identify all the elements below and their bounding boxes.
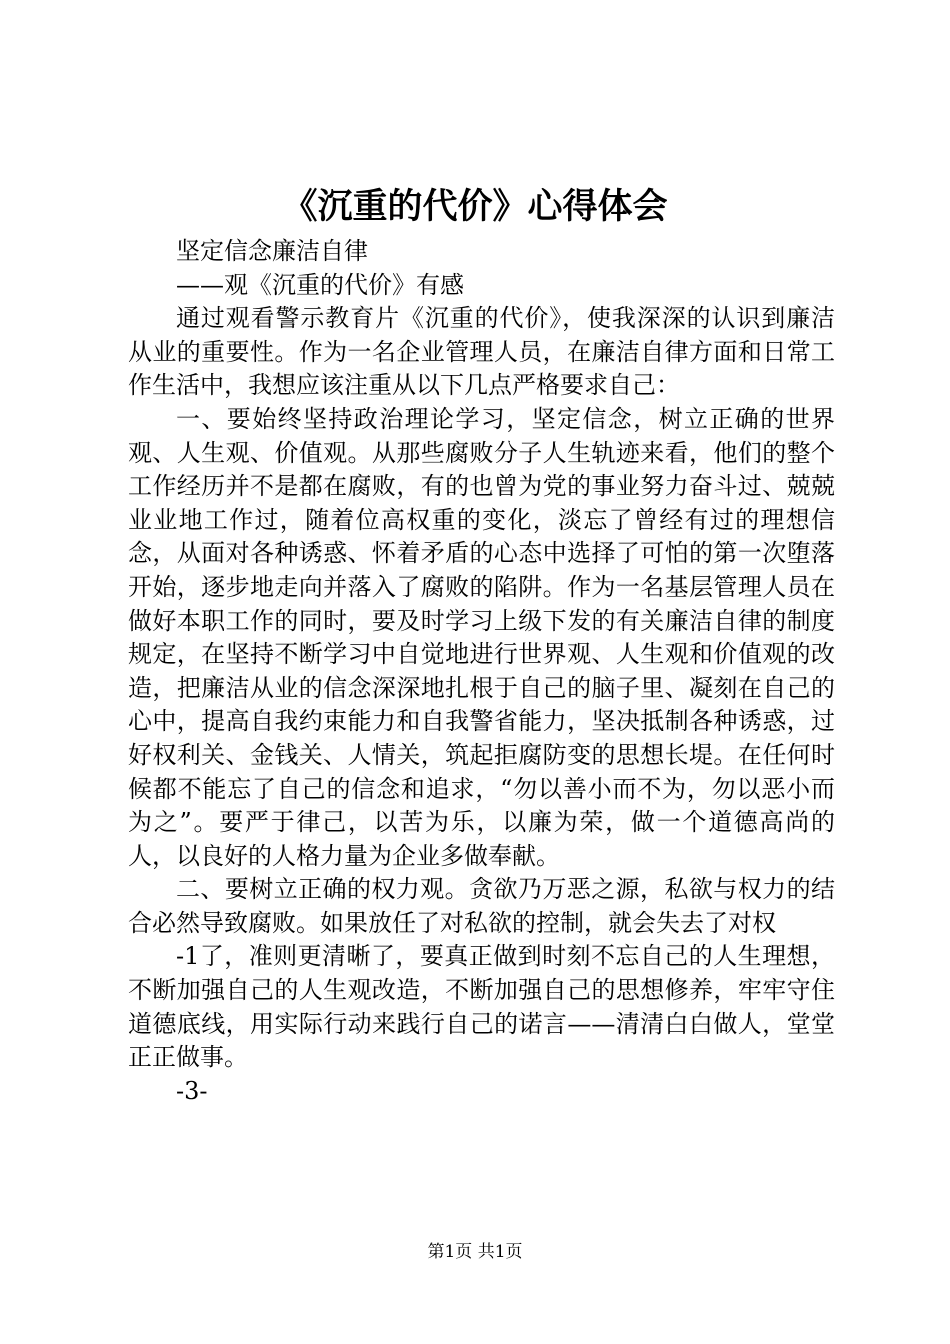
page-title: 《沉重的代价》心得体会 (282, 186, 668, 227)
subtitle-byline: ——观《沉重的代价》有感 (176, 270, 464, 299)
document-body (128, 235, 835, 1108)
inline-page-marker: -3- (176, 1076, 208, 1105)
body-paragraph-point-two: 二、要树立正确的权力观。贪欲乃万恶之源，私欲与权力的结合必然导致腐败。如果放任了对私欲的控制，就会失去了对权 (128, 875, 835, 937)
subtitle-line: 坚定信念廉洁自律 (176, 237, 368, 265)
body-paragraph-continuation: -1了，准则更清晰了，要真正做到时刻不忘自己的人生理想，不断加强自己的人生观改造，不断加强自己的思想修养，牢牢守住道德底线，用实际行动来践行自己的诺言——清清白白做人，堂堂正正做事。 (128, 942, 835, 1072)
body-paragraph-point-one: 一、要始终坚持政治理论学习，坚定信念，树立正确的世界观、人生观、价值观。从那些腐败分子人生轨迹来看，他们的整个工作经历并不是都在腐败，有的也曾为党的事业努力奋斗过、兢兢业业地工作过，随着位高权重的变化，淡忘了曾经有过的理想信念，从面对各种诱惑、怀着矛盾的心态中选择了可怕的第一次堕落开始，逐步地走向并落入了腐败的陷阱。作为一名基层管理人员在做好本职工作的同时，要及时学习上级下发的有关廉洁自律的制度规定，在坚持不断学习中自觉地进行世界观、人生观和价值观的改造，把廉洁从业的信念深深地扎根于自己的脑子里、凝刻在自己的心中，提高自我约束能力和自我警省能力，坚决抵制各种诱惑，过好权利关、金钱关、人情关，筑起拒腐防变的思想长堤。在任何时候都不能忘了自己的信念和追求，“勿以善小而不为，勿以恶小而为之”。要严于律己，以苦为乐，以廉为荣，做一个道德高尚的人，以良好的人格力量为企业多做奉献。 (128, 404, 835, 870)
page-footer: 第1页 共1页 (427, 1242, 523, 1262)
body-paragraph-intro: 通过观看警示教育片《沉重的代价》，使我深深的认识到廉洁从业的重要性。作为一名企业管理人员，在廉洁自律方面和日常工作生活中，我想应该注重从以下几点严格要求自己： (128, 304, 835, 400)
